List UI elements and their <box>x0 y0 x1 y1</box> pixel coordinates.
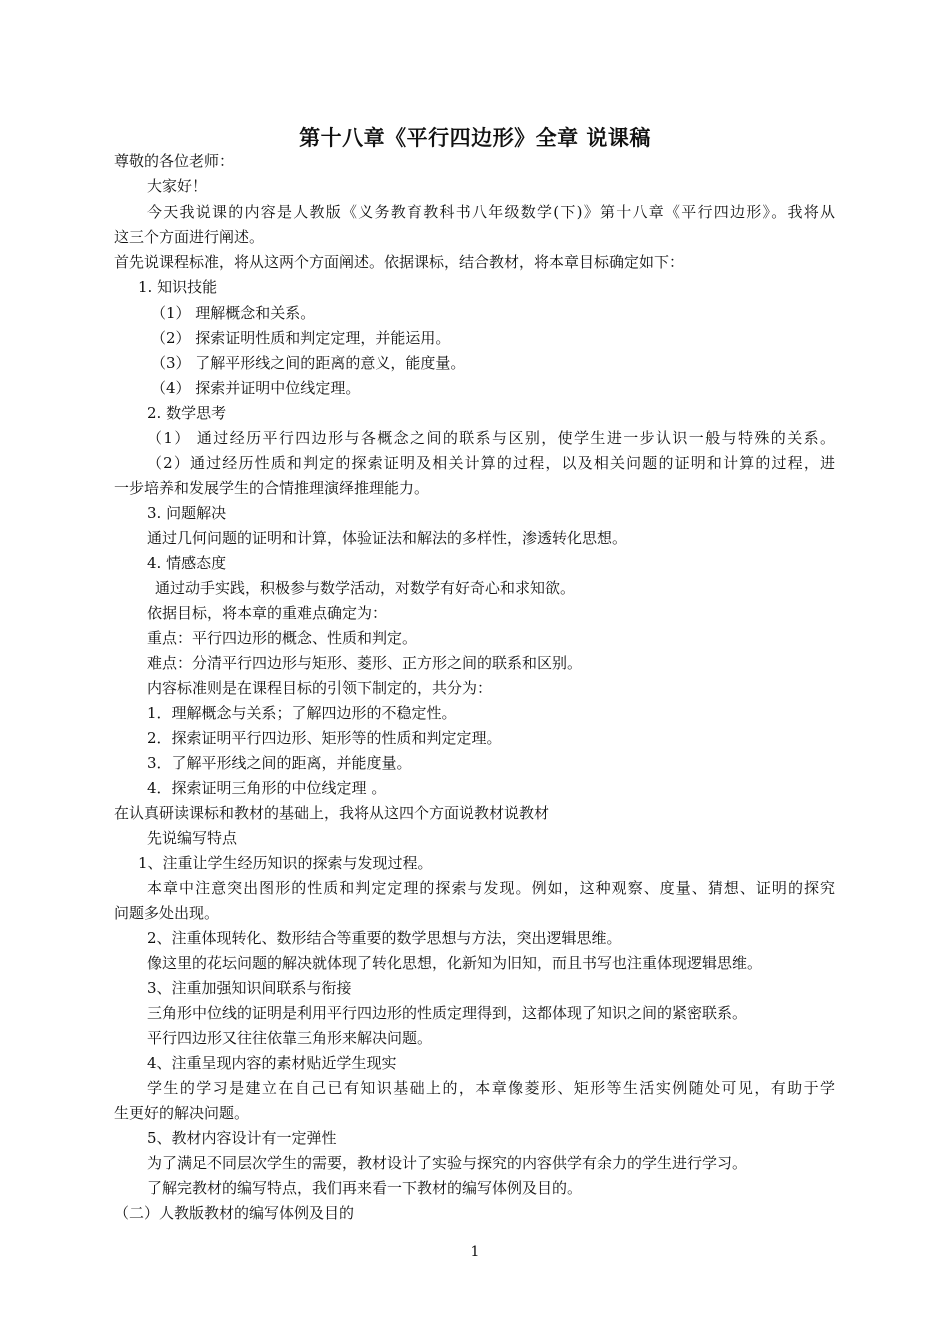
text-line: 首先说课程标准，将从这两个方面阐述。依据课标，结合教材，将本章目标确定如下： <box>114 253 685 271</box>
text-line: （2）通过经历性质和判定的探索证明及相关计算的过程，以及相关问题的证明和计算的过程，进 <box>147 454 835 472</box>
text-line: 依据目标，将本章的重难点确定为： <box>147 604 388 622</box>
text-line: （4） 探索并证明中位线定理。 <box>151 379 361 397</box>
text-line: 4．探索证明三角形的中位线定理 。 <box>147 779 387 797</box>
text-line: 2. 数学思考 <box>147 404 227 422</box>
text-line: （1） 理解概念和关系。 <box>151 304 316 322</box>
text-line: 学生的学习是建立在自己已有知识基础上的，本章像菱形、矩形等生活实例随处可见，有助于学 <box>147 1079 835 1097</box>
page-number: 1 <box>470 1244 480 1260</box>
text-line: 1、注重让学生经历知识的探索与发现过程。 <box>138 854 433 872</box>
text-line: 3. 问题解决 <box>147 504 227 522</box>
text-line: （1） 通过经历平行四边形与各概念之间的联系与区别，使学生进一步认识一般与特殊的关系。 <box>147 429 835 447</box>
text-line: 这三个方面进行阐述。 <box>114 228 265 246</box>
text-line: （二）人教版教材的编写体例及目的 <box>114 1204 355 1222</box>
text-line: 3、注重加强知识间联系与衔接 <box>147 979 352 997</box>
text-line: 本章中注意突出图形的性质和判定定理的探索与发现。例如，这种观察、度量、猜想、证明的探究 <box>147 879 835 897</box>
text-line: 通过几何问题的证明和计算，体验证法和解法的多样性，渗透转化思想。 <box>147 529 628 547</box>
text-line: 内容标准则是在课程目标的引领下制定的，共分为： <box>147 679 493 697</box>
text-line: 4. 情感态度 <box>147 554 227 572</box>
text-line: 了解完教材的编写特点，我们再来看一下教材的编写体例及目的。 <box>147 1179 583 1197</box>
text-line: 为了满足不同层次学生的需要，教材设计了实验与探究的内容供学有余力的学生进行学习。 <box>147 1154 748 1172</box>
text-line: （3） 了解平形线之间的距离的意义，能度量。 <box>151 354 466 372</box>
text-line: 尊敬的各位老师： <box>114 152 235 170</box>
text-line: 一步培养和发展学生的合情推理演绎推理能力。 <box>114 479 430 497</box>
text-line: 平行四边形又往往依靠三角形来解决问题。 <box>147 1029 433 1047</box>
text-line: 重点：平行四边形的概念、性质和判定。 <box>147 629 418 647</box>
text-line: 生更好的解决问题。 <box>114 1104 250 1122</box>
text-line: 2．探索证明平行四边形、矩形等的性质和判定定理。 <box>147 729 502 747</box>
text-line: 三角形中位线的证明是利用平行四边形的性质定理得到，这都体现了知识之间的紧密联系。 <box>147 1004 748 1022</box>
text-line: 5、教材内容设计有一定弹性 <box>147 1129 337 1147</box>
text-line: 在认真研读课标和教材的基础上，我将从这四个方面说教材说教材 <box>114 804 550 822</box>
text-line: 大家好！ <box>147 177 208 195</box>
text-line: 问题多处出现。 <box>114 904 220 922</box>
text-line: 今天我说课的内容是人教版《义务教育教科书八年级数学(下)》第十八章《平行四边形》。我将从 <box>147 203 835 221</box>
text-line: 1. 知识技能 <box>138 278 218 296</box>
text-line: 难点：分清平行四边形与矩形、菱形、正方形之间的联系和区别。 <box>147 654 583 672</box>
text-line: 2、注重体现转化、数形结合等重要的数学思想与方法，突出逻辑思维。 <box>147 929 622 947</box>
text-line: 4、注重呈现内容的素材贴近学生现实 <box>147 1054 397 1072</box>
text-line: 像这里的花坛问题的解决就体现了转化思想，化新知为旧知，而且书写也注重体现逻辑思维。 <box>147 954 763 972</box>
text-line: 通过动手实践，积极参与数学活动，对数学有好奇心和求知欲。 <box>155 579 576 597</box>
text-line: 1．理解概念与关系；了解四边形的不稳定性。 <box>147 704 457 722</box>
text-line: （2） 探索证明性质和判定定理，并能运用。 <box>151 329 451 347</box>
text-line: 3．了解平形线之间的距离，并能度量。 <box>147 754 412 772</box>
document-title: 第十八章《平行四边形》全章 说课稿 <box>299 126 651 150</box>
text-line: 先说编写特点 <box>147 829 238 847</box>
